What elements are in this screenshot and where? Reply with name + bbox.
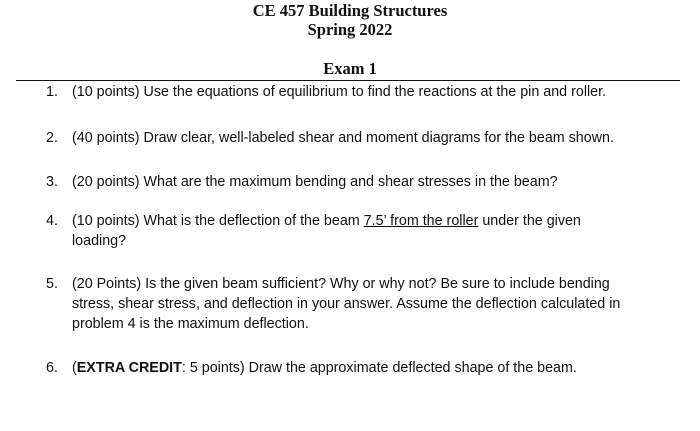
question-number: 4. — [46, 213, 58, 229]
question-text-rest: : 5 points) Draw the approximate deflected shape of the beam. — [181, 360, 577, 376]
question-number: 6. — [46, 360, 58, 376]
question-text-line-2: stress, shear stress, and deflection in your answer. Assume the deflection calculated in — [72, 296, 621, 312]
question-5 — [46, 274, 676, 334]
open-paren: ( — [72, 360, 77, 376]
question-text-line-1 — [72, 211, 676, 231]
semester-label: Spring 2022 — [307, 20, 393, 39]
question-text-line-3: problem 4 is the maximum deflection. — [72, 316, 309, 332]
question-6 — [46, 358, 676, 378]
question-text-line-1: (20 Points) Is the given beam sufficient? Why or why not? Be sure to include bending — [72, 276, 610, 292]
question-text: (20 points) What are the maximum bending and shear stresses in the beam? — [72, 174, 558, 190]
extra-credit-label: EXTRA CREDIT — [76, 360, 182, 376]
question-1 — [46, 82, 676, 102]
question-3 — [46, 172, 676, 192]
underlined-location: 7.5’ from the roller — [363, 213, 479, 229]
question-text: (10 points) Use the equations of equilibrium to find the reactions at the pin and roller. — [72, 84, 607, 100]
question-text-start: (10 points) What is the deflection of the beam — [72, 213, 364, 229]
question-number: 5. — [46, 276, 58, 292]
question-2 — [46, 128, 676, 148]
question-text: (40 points) Draw clear, well-labeled shear and moment diagrams for the beam shown. — [72, 130, 614, 146]
question-number: 1. — [46, 84, 58, 100]
exam-title: Exam 1 — [323, 59, 377, 78]
question-text-end: under the given — [478, 213, 581, 229]
question-text — [72, 358, 676, 378]
question-number: 2. — [46, 130, 58, 146]
question-4 — [46, 211, 676, 251]
question-number: 3. — [46, 174, 58, 190]
question-text-line-2: loading? — [72, 233, 127, 249]
course-title: CE 457 Building Structures — [252, 1, 448, 20]
